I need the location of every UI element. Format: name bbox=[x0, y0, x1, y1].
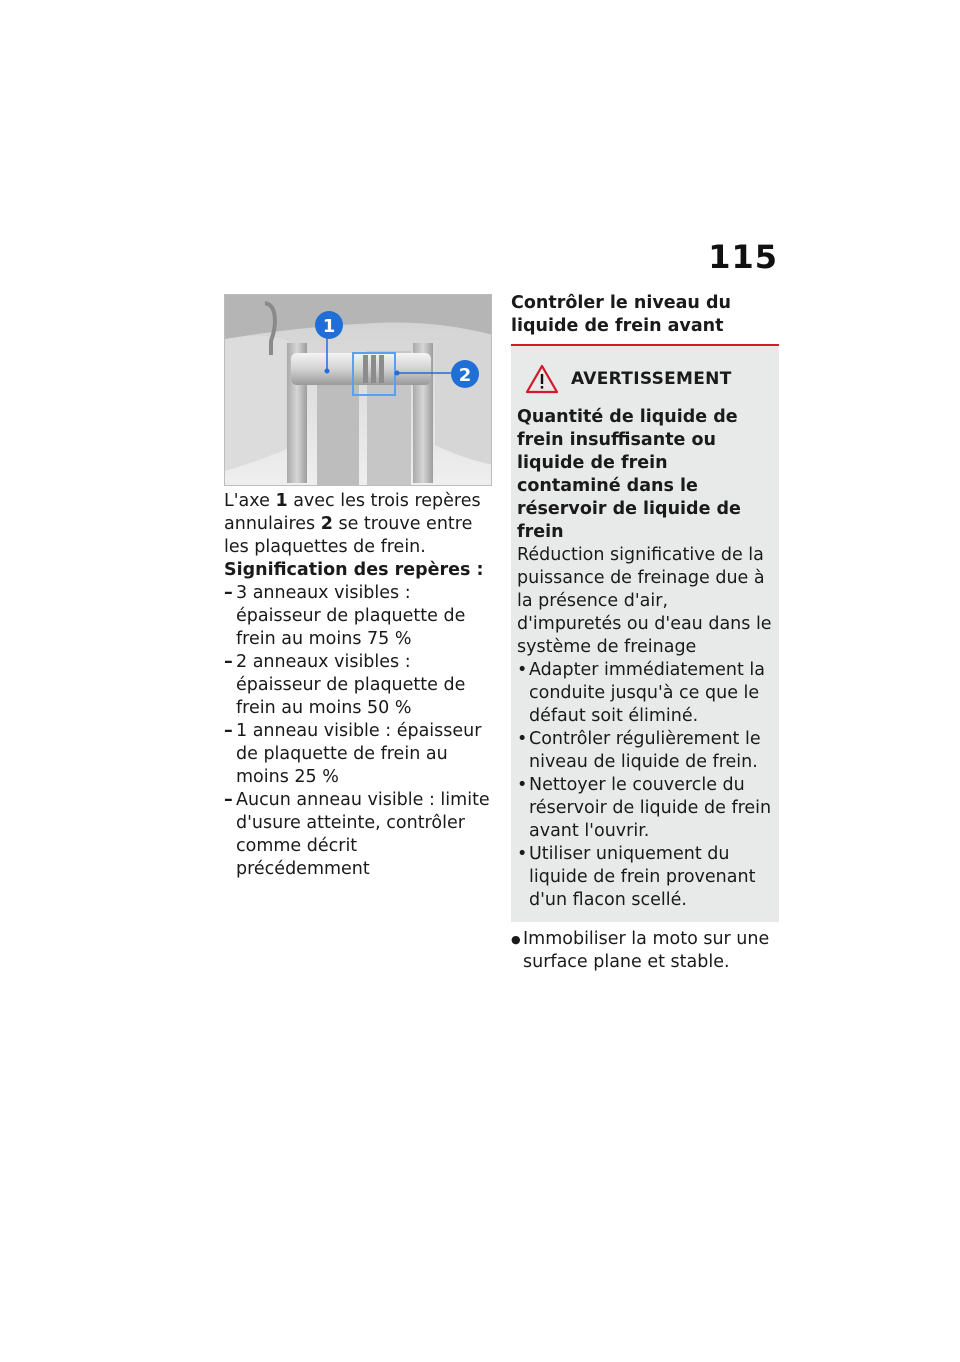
list-item: • Contrôler régulièrement le niveau de liquide de frein. bbox=[517, 728, 773, 774]
warning-title: Quantité de liquide de frein insuffisante ou liquide de frein contaminé dans le réservoir de liquide de frein bbox=[517, 407, 741, 542]
figure-caption: L'axe 1 avec les trois repères annulaires 2 se trouve entre les plaquettes de frein. bbox=[224, 491, 481, 557]
brake-pad-figure bbox=[224, 294, 492, 486]
warning-actions bbox=[517, 659, 773, 912]
meaning-heading: Signification des repères : bbox=[224, 560, 484, 580]
list-item: ● Immobiliser la moto sur une surface plane et stable. bbox=[511, 928, 779, 974]
list-item: – 3 anneaux visibles : épaisseur de plaquette de frein au moins 75 % bbox=[224, 582, 496, 651]
warning-text: Réduction significative de la puissance de freinage due à la présence d'air, d'impuretés ou d'eau dans le système de freinage bbox=[517, 545, 772, 657]
list-item: • Nettoyer le couvercle du réservoir de liquide de frein avant l'ouvrir. bbox=[517, 774, 773, 843]
callout-2: 2 bbox=[458, 365, 472, 386]
procedure-steps bbox=[511, 928, 779, 974]
marker-meaning-list bbox=[224, 582, 496, 881]
page-number: 115 bbox=[708, 238, 778, 276]
warning-triangle-icon bbox=[525, 364, 559, 394]
list-item: – 1 anneau visible : épaisseur de plaquette de frein au moins 25 % bbox=[224, 720, 496, 789]
warning-box bbox=[511, 346, 779, 922]
left-column bbox=[224, 490, 496, 881]
list-item: – Aucun anneau visible : limite d'usure atteinte, contrôler comme décrit précédemment bbox=[224, 789, 496, 881]
list-item: • Utiliser uniquement du liquide de frein provenant d'un flacon scellé. bbox=[517, 843, 773, 912]
brake-caliper-illustration bbox=[225, 295, 492, 486]
list-item: • Adapter immédiatement la conduite jusqu'à ce que le défaut soit éliminé. bbox=[517, 659, 773, 728]
section-heading: Contrôler le niveau du liquide de frein avant bbox=[511, 293, 731, 336]
warning-label: AVERTISSEMENT bbox=[571, 369, 732, 389]
warning-header bbox=[525, 364, 773, 394]
callout-1: 1 bbox=[322, 316, 336, 337]
list-item: – 2 anneaux visibles : épaisseur de plaquette de frein au moins 50 % bbox=[224, 651, 496, 720]
right-column bbox=[511, 292, 779, 974]
